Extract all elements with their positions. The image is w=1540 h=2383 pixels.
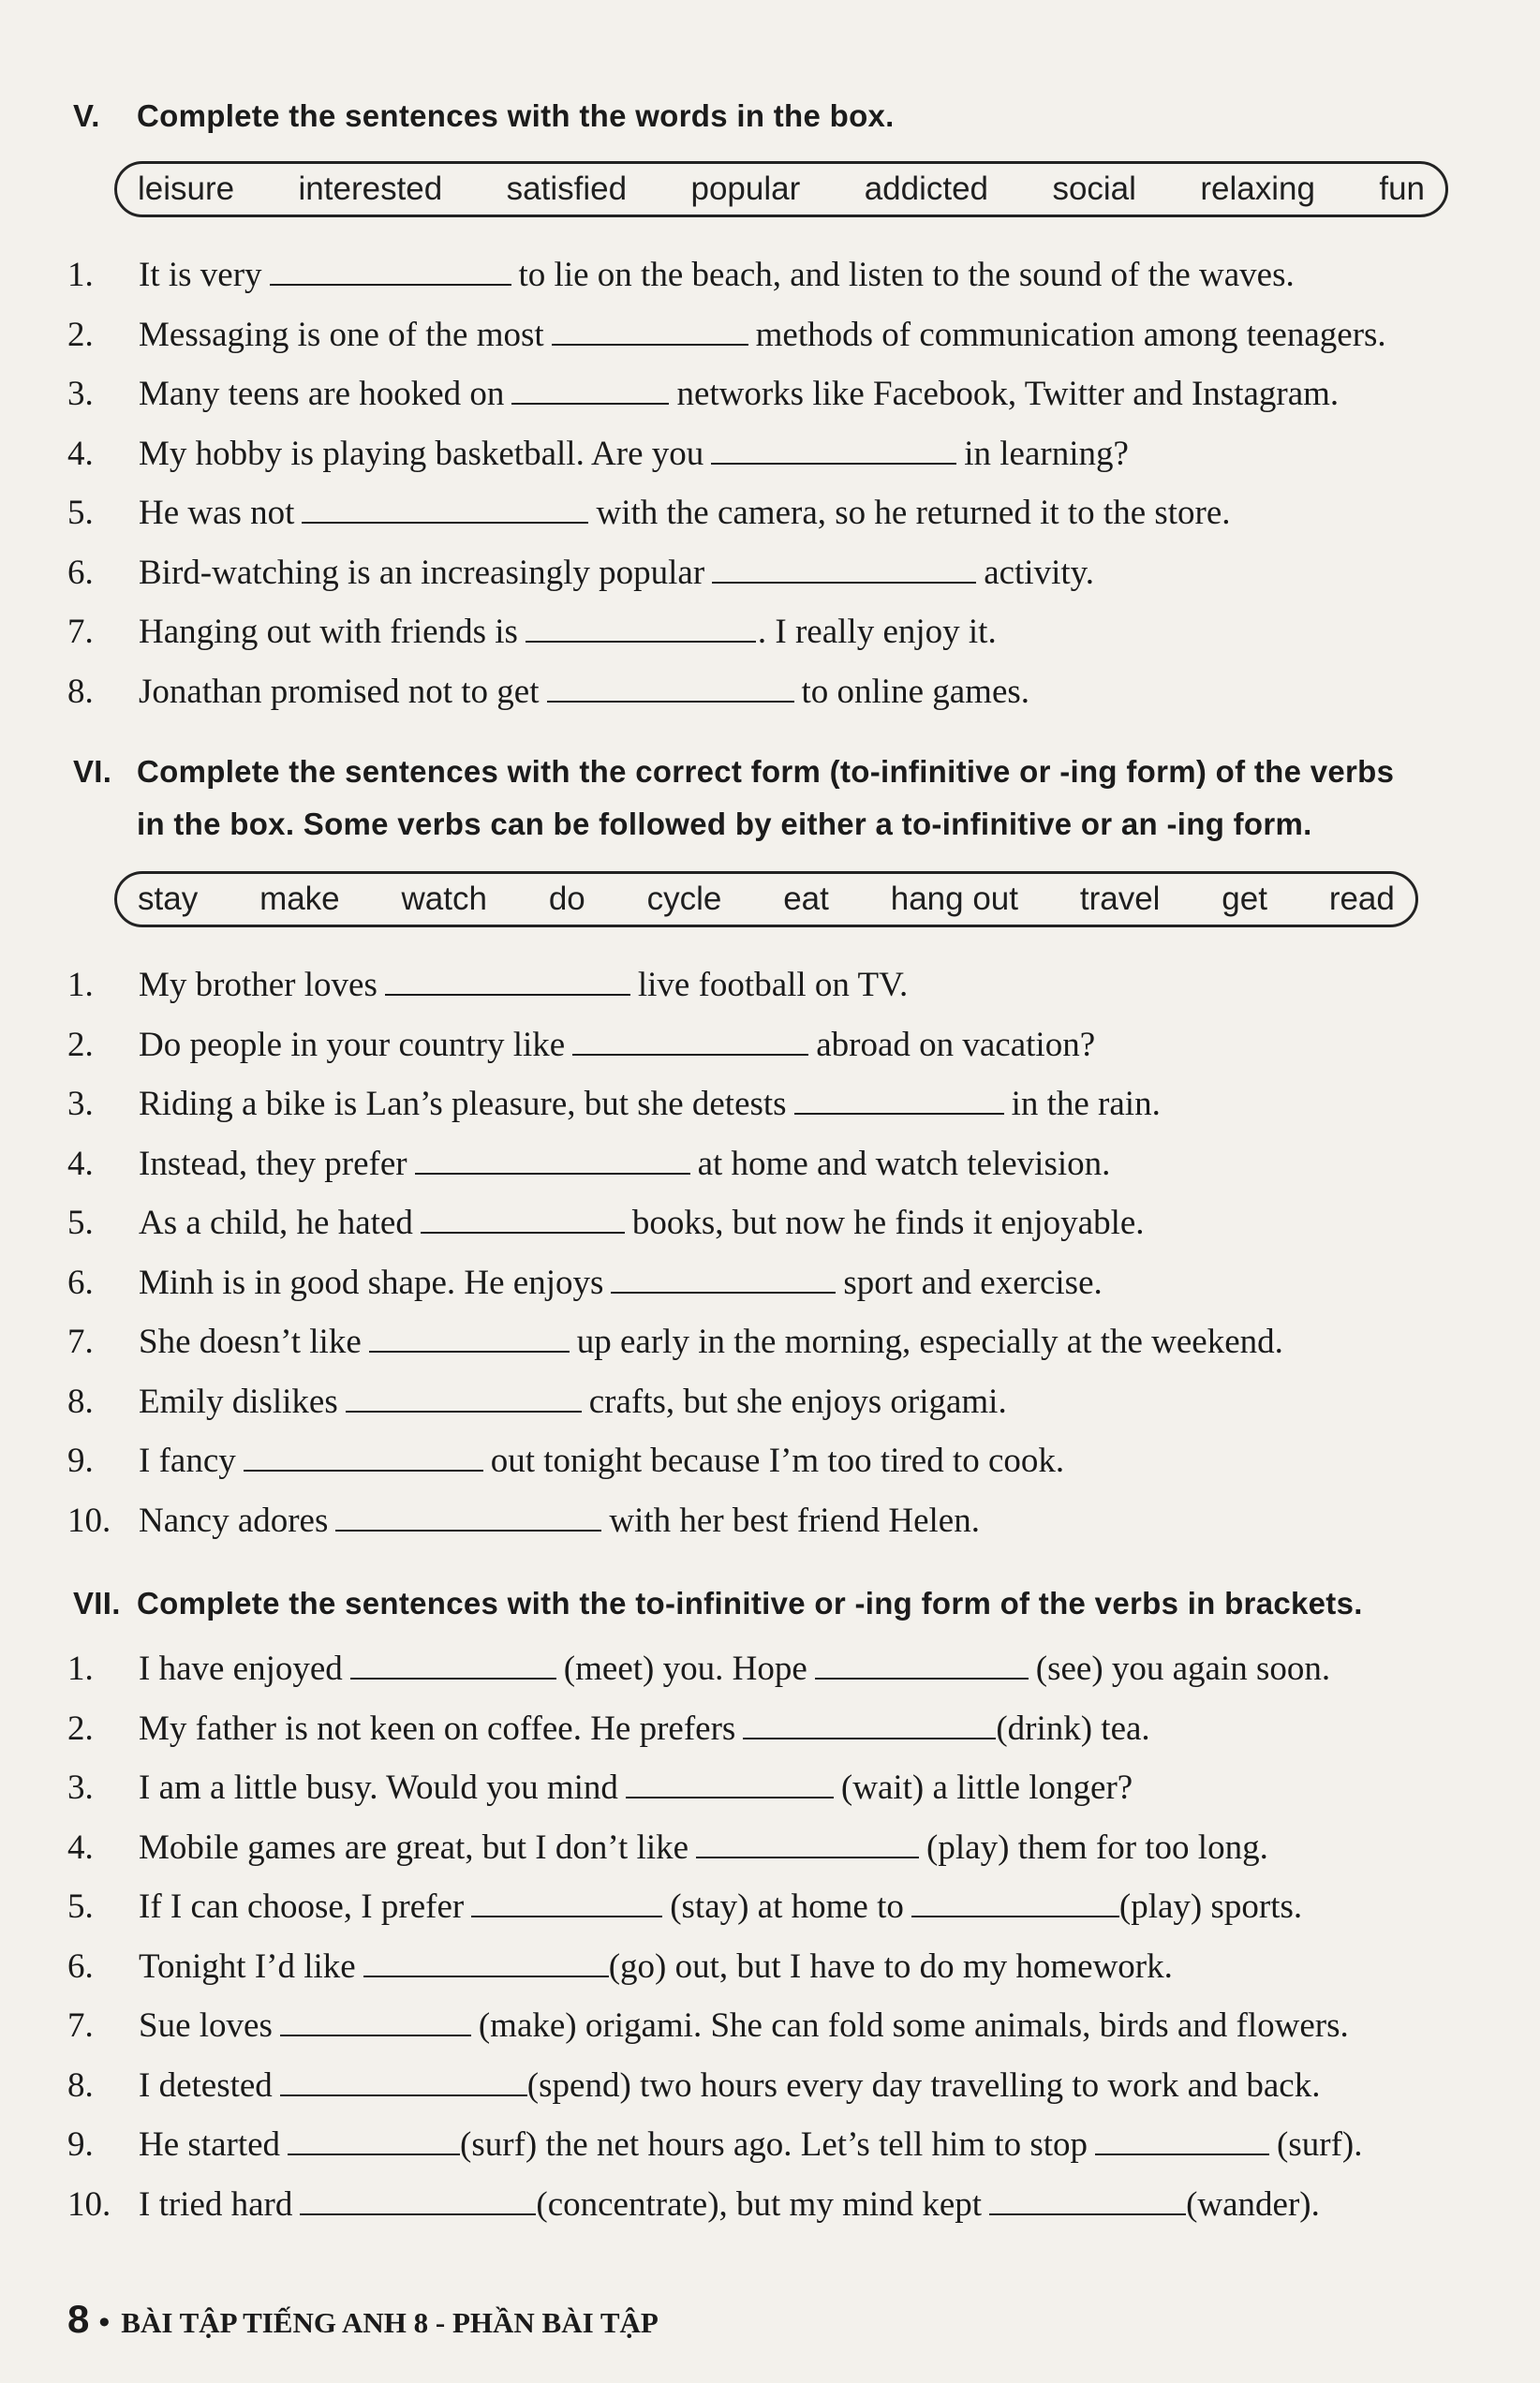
item-number: 3.: [67, 1085, 94, 1123]
item-text: My hobby is playing basketball. Are you: [139, 434, 704, 473]
item-text: (surf) the net hours ago. Let’s tell him to stop: [460, 2125, 1088, 2164]
exercise-item: [67, 1818, 1362, 1878]
answer-blank[interactable]: [547, 669, 794, 703]
word-box-5-word: social: [1052, 170, 1136, 207]
exercise-item: [67, 1193, 1283, 1253]
item-number: 8.: [67, 672, 94, 711]
exercise-item: [67, 424, 1386, 484]
item-text: I tried hard: [139, 2184, 293, 2224]
section-7-title: Complete the sentences with the to-infinitive or -ing form of the verbs in brackets.: [137, 1586, 1363, 1621]
exercise-item: [67, 1758, 1362, 1818]
item-text: He started: [139, 2125, 281, 2164]
item-text: Mobile games are great, but I don’t like: [139, 1828, 689, 1867]
answer-blank[interactable]: [572, 1022, 808, 1056]
answer-blank[interactable]: [911, 1884, 1119, 1917]
item-text: live football on TV.: [637, 966, 909, 1004]
exercise-item: [67, 1312, 1283, 1372]
page-footer: [67, 2297, 659, 2342]
item-text: up early in the morning, especially at the weekend.: [576, 1323, 1283, 1361]
answer-blank[interactable]: [471, 1884, 662, 1917]
item-text: (meet) you. Hope: [563, 1650, 807, 1688]
item-text: As a child, he hated: [139, 1204, 413, 1242]
exercise-item: [67, 602, 1386, 662]
item-text: She doesn’t like: [139, 1323, 362, 1361]
item-text: (make) origami. She can fold some animals, birds and flowers.: [478, 2006, 1349, 2045]
exercise-item: [67, 1431, 1283, 1491]
item-text: Minh is in good shape. He enjoys: [139, 1263, 604, 1302]
answer-blank[interactable]: [302, 490, 588, 524]
answer-blank[interactable]: [300, 2182, 536, 2215]
footer-bullet: •: [98, 2305, 111, 2340]
exercise-item: [67, 1699, 1362, 1759]
exercise-item: [67, 2115, 1362, 2175]
item-text: (concentrate), but my mind kept: [536, 2184, 983, 2224]
item-number: 5.: [67, 1887, 94, 1926]
section-5-exercise-list: [67, 245, 1386, 721]
answer-blank[interactable]: [288, 2122, 460, 2155]
item-text: Tonight I’d like: [139, 1946, 356, 1986]
exercise-item: [67, 483, 1386, 543]
item-number: 2.: [67, 1709, 94, 1748]
exercise-item: [67, 543, 1386, 603]
section-6-title-line-2: in the box. Some verbs can be followed by either a to-infinitive or an -ing form.: [137, 807, 1312, 841]
word-box-5-word: addicted: [864, 170, 989, 207]
word-box-5-word: leisure: [138, 170, 235, 207]
answer-blank[interactable]: [270, 252, 511, 286]
item-number: 10.: [67, 2184, 111, 2224]
answer-blank[interactable]: [280, 2063, 527, 2096]
item-text: It is very: [139, 256, 262, 294]
item-text: Instead, they prefer: [139, 1144, 407, 1183]
exercise-item: [67, 2175, 1362, 2235]
answer-blank[interactable]: [989, 2182, 1186, 2215]
word-box-5-word: fun: [1379, 170, 1425, 207]
item-number: 7.: [67, 1323, 94, 1361]
item-text: (see) you again soon.: [1035, 1650, 1331, 1688]
item-text: activity.: [984, 553, 1094, 592]
item-text: abroad on vacation?: [816, 1025, 1096, 1064]
item-text: I am a little busy. Would you mind: [139, 1769, 618, 1807]
item-number: 7.: [67, 613, 94, 651]
exercise-item: [67, 305, 1386, 365]
item-text: networks like Facebook, Twitter and Instagram.: [676, 375, 1340, 413]
answer-blank[interactable]: [369, 1319, 570, 1353]
answer-blank[interactable]: [743, 1706, 996, 1739]
answer-blank[interactable]: [1095, 2122, 1269, 2155]
answer-blank[interactable]: [611, 1260, 836, 1294]
answer-blank[interactable]: [711, 431, 956, 465]
item-text: Emily dislikes: [139, 1382, 338, 1421]
item-text: Nancy adores: [139, 1501, 329, 1540]
item-number: 7.: [67, 2006, 94, 2045]
answer-blank[interactable]: [346, 1379, 582, 1413]
item-text: He was not: [139, 494, 295, 532]
answer-blank[interactable]: [712, 550, 976, 584]
exercise-item: [67, 1134, 1283, 1194]
item-number: 1.: [67, 966, 94, 1004]
answer-blank[interactable]: [363, 1944, 609, 1977]
exercise-item: [67, 245, 1386, 305]
answer-blank[interactable]: [244, 1438, 483, 1472]
exercise-item: [67, 1996, 1362, 2056]
item-text: (surf).: [1277, 2125, 1363, 2164]
item-text: to online games.: [801, 672, 1030, 711]
item-number: 4.: [67, 434, 94, 473]
word-box-6-word: stay: [138, 881, 199, 917]
item-text: Messaging is one of the most: [139, 315, 544, 354]
item-text: Hanging out with friends is: [139, 613, 518, 651]
word-box-6: [114, 871, 1418, 927]
item-number: 8.: [67, 1382, 94, 1421]
item-number: 10.: [67, 1501, 111, 1540]
item-number: 4.: [67, 1828, 94, 1867]
exercise-item: [67, 364, 1386, 424]
word-box-6-word: read: [1328, 881, 1395, 917]
item-text: Sue loves: [139, 2006, 273, 2045]
item-number: 3.: [67, 375, 94, 413]
item-number: 9.: [67, 1442, 94, 1480]
item-text: to lie on the beach, and listen to the sound of the waves.: [518, 256, 1295, 294]
exercise-item: [67, 1491, 1283, 1551]
item-number: 8.: [67, 2065, 94, 2105]
word-box-6-word: make: [259, 881, 340, 917]
exercise-item: [67, 1074, 1283, 1134]
section-6-exercise-list: [67, 955, 1283, 1550]
item-text: . I really enjoy it.: [757, 613, 997, 651]
item-text: (wait) a little longer?: [840, 1769, 1133, 1807]
answer-blank[interactable]: [511, 371, 669, 405]
section-5-number: V.: [73, 98, 100, 133]
item-text: Do people in your country like: [139, 1025, 566, 1064]
item-text: with her best friend Helen.: [609, 1501, 980, 1540]
answer-blank[interactable]: [626, 1765, 834, 1798]
item-text: I detested: [139, 2065, 273, 2105]
item-number: 5.: [67, 494, 94, 532]
section-6-number: VI.: [73, 754, 112, 789]
word-box-5-word: interested: [298, 170, 443, 207]
item-text: Jonathan promised not to get: [139, 672, 540, 711]
item-text: I fancy: [139, 1442, 236, 1480]
word-box-6-word: travel: [1079, 881, 1161, 917]
section-7-heading: [73, 1577, 1363, 1630]
item-number: 9.: [67, 2125, 94, 2164]
item-number: 5.: [67, 1204, 94, 1242]
item-number: 1.: [67, 256, 94, 294]
exercise-item: [67, 1877, 1362, 1937]
item-number: 6.: [67, 1946, 94, 1986]
item-text: methods of communication among teenagers.: [755, 315, 1386, 354]
answer-blank[interactable]: [335, 1498, 601, 1532]
item-text: (stay) at home to: [670, 1887, 904, 1926]
item-text: books, but now he finds it enjoyable.: [631, 1204, 1145, 1242]
item-text: in the rain.: [1011, 1085, 1161, 1123]
word-box-5-word: popular: [690, 170, 801, 207]
word-box-5-word: relaxing: [1200, 170, 1315, 207]
exercise-item: [67, 1937, 1362, 1997]
word-box-5-word: satisfied: [506, 170, 628, 207]
item-number: 1.: [67, 1650, 94, 1688]
section-5-title: Complete the sentences with the words in the box.: [137, 98, 895, 133]
exercise-item: [67, 662, 1386, 722]
item-number: 2.: [67, 1025, 94, 1064]
item-text: Riding a bike is Lan’s pleasure, but she detests: [139, 1085, 787, 1123]
answer-blank[interactable]: [526, 609, 756, 643]
item-text: in learning?: [964, 434, 1129, 473]
item-text: My brother loves: [139, 966, 378, 1004]
exercise-item: [67, 1015, 1283, 1075]
item-number: 3.: [67, 1769, 94, 1807]
word-box-6-word: cycle: [646, 881, 722, 917]
item-text: at home and watch television.: [697, 1144, 1111, 1183]
exercise-item: [67, 2056, 1362, 2116]
section-5-heading: [73, 90, 895, 142]
answer-blank[interactable]: [415, 1141, 690, 1175]
answer-blank[interactable]: [794, 1081, 1004, 1115]
word-box-6-word: watch: [401, 881, 487, 917]
item-text: Bird-watching is an increasingly popular: [139, 553, 705, 592]
item-text: with the camera, so he returned it to the store.: [596, 494, 1231, 532]
answer-blank[interactable]: [385, 962, 630, 996]
word-box-6-word: hang out: [890, 881, 1018, 917]
answer-blank[interactable]: [350, 1646, 556, 1680]
item-text: Many teens are hooked on: [139, 375, 505, 413]
page-number: 8: [67, 2297, 90, 2341]
item-text: out tonight because I’m too tired to cook.: [490, 1442, 1065, 1480]
item-text: (go) out, but I have to do my homework.: [608, 1946, 1173, 1986]
item-text: (spend) two hours every day travelling to work and back.: [526, 2065, 1321, 2105]
word-box-6-word: do: [548, 881, 585, 917]
item-number: 6.: [67, 1263, 94, 1302]
word-box-6-word: get: [1222, 881, 1267, 917]
exercise-item: [67, 1372, 1283, 1432]
item-text: My father is not keen on coffee. He prefers: [139, 1709, 736, 1748]
item-number: 2.: [67, 315, 94, 354]
section-6-title-line-1: Complete the sentences with the correct form (to-infinitive or -ing form) of the verbs: [137, 754, 1395, 789]
item-text: I have enjoyed: [139, 1650, 343, 1688]
item-number: 4.: [67, 1144, 94, 1183]
item-text: (wander).: [1186, 2184, 1320, 2224]
answer-blank[interactable]: [421, 1200, 625, 1234]
book-title: BÀI TẬP TIẾNG ANH 8 - PHẦN BÀI TẬP: [121, 2306, 659, 2339]
section-6-heading: [73, 746, 1395, 841]
section-7-exercise-list: [67, 1639, 1362, 2234]
answer-blank[interactable]: [552, 312, 748, 346]
word-box-5: [114, 161, 1448, 217]
item-text: crafts, but she enjoys origami.: [588, 1382, 1007, 1421]
item-text: sport and exercise.: [843, 1263, 1103, 1302]
answer-blank[interactable]: [696, 1825, 919, 1858]
item-text: (play) sports.: [1118, 1887, 1303, 1926]
answer-blank[interactable]: [280, 2003, 471, 2036]
item-text: (play) them for too long.: [926, 1828, 1268, 1867]
item-number: 6.: [67, 553, 94, 592]
exercise-item: [67, 1253, 1283, 1313]
item-text: (drink) tea.: [996, 1709, 1150, 1748]
exercise-item: [67, 955, 1283, 1015]
answer-blank[interactable]: [815, 1646, 1029, 1680]
word-box-6-word: eat: [783, 881, 829, 917]
exercise-item: [67, 1639, 1362, 1699]
item-text: If I can choose, I prefer: [139, 1887, 465, 1926]
section-7-number: VII.: [73, 1586, 121, 1621]
